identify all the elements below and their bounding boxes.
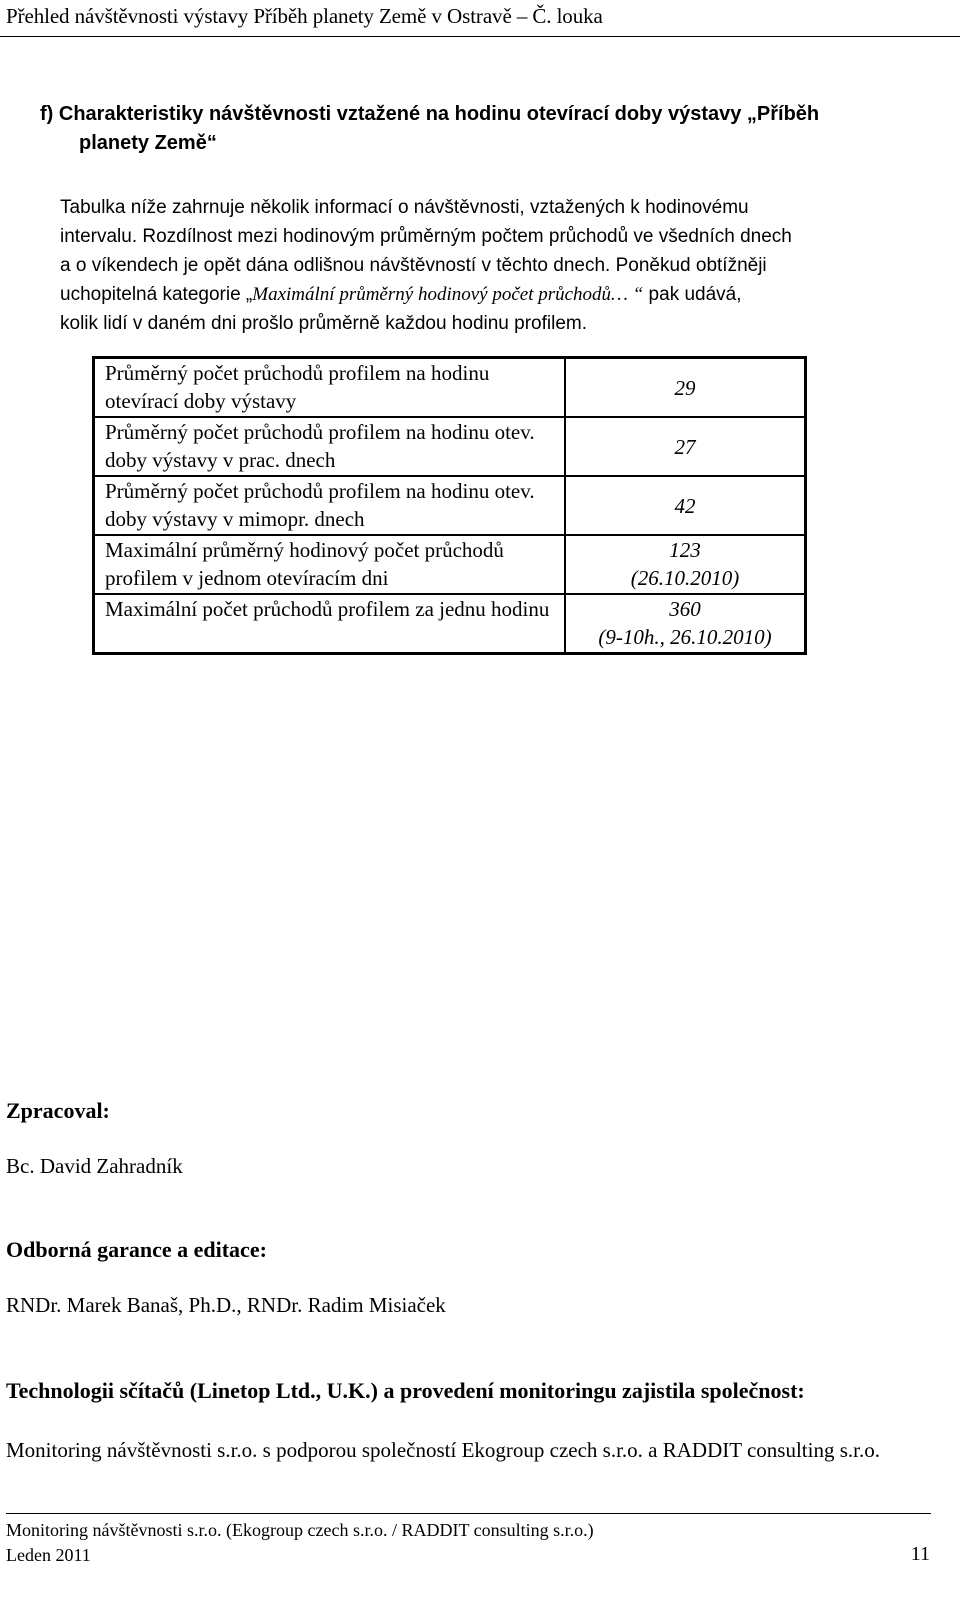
value-note: (26.10.2010) <box>630 566 740 590</box>
row-value <box>565 535 806 594</box>
row-value: 42 <box>565 476 806 535</box>
paragraph-line: a o víkendech je opět dána odlišnou návštěvností v těchto dnech. Poněkud obtížněji <box>60 255 767 276</box>
guarantee-heading: Odborná garance a editace: <box>6 1237 267 1262</box>
row-label: Průměrný počet průchodů profilem na hodinu otev. doby výstavy v prac. dnech <box>94 417 566 476</box>
table-row <box>94 476 806 535</box>
paragraph-line: kolik lidí v daném dni prošlo průměrně každou hodinu profilem. <box>60 313 587 334</box>
value-number: 360 <box>669 597 701 621</box>
intro-paragraph <box>60 193 940 338</box>
footer-rule <box>6 1513 931 1514</box>
paragraph-line: intervalu. Rozdílnost mezi hodinovým průměrným počtem průchodů ve všedních dnech <box>60 226 792 247</box>
page-number: 11 <box>910 1543 930 1565</box>
table-row <box>94 417 806 476</box>
tech-text: Monitoring návštěvnosti s.r.o. s podporou společností Ekogroup czech s.r.o. a RADDIT consulting s.r.o. <box>6 1438 880 1462</box>
footer-organization: Monitoring návštěvnosti s.r.o. (Ekogroup czech s.r.o. / RADDIT consulting s.r.o.) <box>6 1520 594 1540</box>
section-heading-line2: planety Země“ <box>79 132 217 154</box>
paragraph-text: pak udává, <box>643 284 742 305</box>
guarantee-names: RNDr. Marek Banaš, Ph.D., RNDr. Radim Misiaček <box>6 1293 446 1317</box>
paragraph-line <box>60 280 940 309</box>
row-value <box>565 594 806 654</box>
table-row <box>94 594 806 654</box>
processed-heading: Zpracoval: <box>6 1098 110 1123</box>
row-label: Maximální počet průchodů profilem za jednu hodinu <box>94 594 566 654</box>
header-rule <box>0 36 960 37</box>
category-name: Maximální průměrný hodinový počet průchodů… “ <box>252 284 644 305</box>
row-label: Průměrný počet průchodů profilem na hodinu otevírací doby výstavy <box>94 358 566 418</box>
table-row <box>94 358 806 418</box>
value-number: 123 <box>669 538 701 562</box>
attendance-table <box>92 356 807 655</box>
tech-heading: Technologii sčítačů (Linetop Ltd., U.K.) a provedení monitoringu zajistila společnost: <box>6 1378 805 1403</box>
table-row <box>94 535 806 594</box>
processed-name: Bc. David Zahradník <box>6 1154 183 1178</box>
row-label: Maximální průměrný hodinový počet průchodů profilem v jednom otevíracím dni <box>94 535 566 594</box>
value-note: (9-10h., 26.10.2010) <box>598 625 772 649</box>
paragraph-line: Tabulka níže zahrnuje několik informací o návštěvnosti, vztažených k hodinovému <box>60 197 749 218</box>
section-heading-line1: f) Charakteristiky návštěvnosti vztažené na hodinu otevírací doby výstavy „Příběh <box>40 103 820 125</box>
row-value: 27 <box>565 417 806 476</box>
page-header-title: Přehled návštěvnosti výstavy Příběh planety Země v Ostravě – Č. louka <box>6 4 603 28</box>
row-value: 29 <box>565 358 806 418</box>
paragraph-text: uchopitelná kategorie „ <box>60 284 253 305</box>
row-label: Průměrný počet průchodů profilem na hodinu otev. doby výstavy v mimopr. dnech <box>94 476 566 535</box>
footer-date: Leden 2011 <box>6 1545 91 1565</box>
